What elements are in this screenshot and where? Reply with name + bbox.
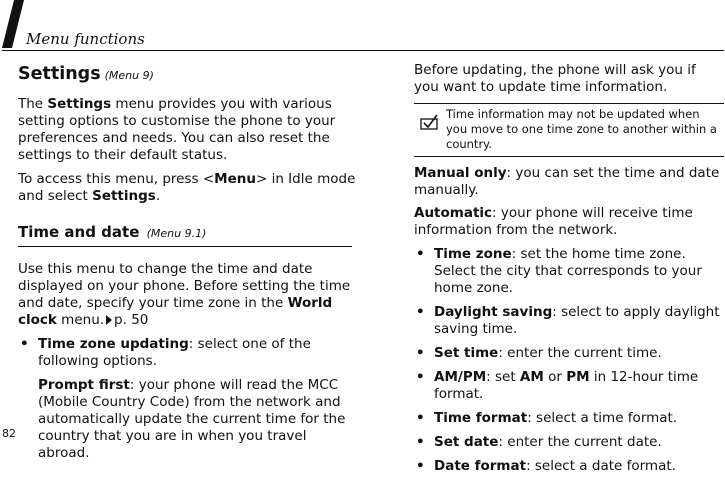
list-item: [414, 458, 724, 475]
list-item: [414, 434, 724, 451]
list-item: [414, 304, 724, 338]
bullet-term: Date format: [434, 458, 527, 474]
intro-text: The: [18, 96, 48, 112]
list-item: [414, 246, 724, 297]
sub-term: Manual only: [414, 165, 507, 181]
access-text-mid: > in Idle mode and select: [18, 171, 356, 204]
time-date-menu-ref: (Menu 9.1): [146, 227, 207, 240]
before-text: Before updating, the phone will ask you if you want to update time information.: [414, 62, 696, 95]
left-column: [18, 62, 356, 469]
bullet-term: Daylight saving: [434, 304, 553, 320]
settings-heading: [18, 62, 356, 88]
bullet-icon: •: [416, 345, 425, 361]
sub-term: Prompt first: [38, 377, 130, 393]
bullet-text: : set: [486, 369, 520, 385]
page-ref: p. 50: [114, 312, 149, 328]
bullet-term: AM/PM: [434, 369, 487, 385]
sub-text: : you can set the time and date manually.: [414, 165, 720, 198]
bullet-text: : set the home time zone. Select the city that corresponds to your home zone.: [434, 246, 702, 296]
access-bold: Settings: [92, 188, 156, 204]
bullet-term: Set time: [434, 345, 499, 361]
ampm-or: or: [543, 369, 567, 385]
header-rule: [2, 50, 724, 51]
sub-term: Automatic: [414, 205, 493, 221]
access-text: To access this menu, press <: [18, 171, 215, 187]
desc-bold: World clock: [18, 295, 333, 328]
bullet-icon: •: [416, 410, 425, 426]
page-number: 82: [2, 427, 16, 440]
bullet-text: : select one of the following options.: [38, 336, 311, 369]
bullet-text: : enter the current date.: [498, 434, 662, 450]
sub-text: : your phone will read the MCC (Mobile Country Code) from the network and automatically update the current time for the country that you are in when you travel abroad.: [38, 377, 346, 461]
access-text-end: .: [155, 188, 161, 204]
bullet-text: : select to apply daylight saving time.: [434, 304, 720, 337]
time-date-heading: [18, 221, 356, 245]
bullet-icon: •: [416, 246, 425, 262]
bullet-icon: •: [20, 336, 29, 352]
bullet-text: : enter the current time.: [498, 345, 662, 361]
bullet-term: Time format: [434, 410, 528, 426]
bullet-term: Time zone: [434, 246, 512, 262]
time-date-heading-text: Time and date: [18, 223, 140, 241]
ampm-pm: PM: [566, 369, 590, 385]
list-item-sub: [414, 205, 724, 239]
list-item: [414, 410, 724, 427]
settings-heading-text: Settings: [18, 64, 101, 84]
bullet-icon: •: [416, 458, 425, 474]
header-title: Menu functions: [26, 30, 145, 48]
access-key: Menu: [214, 171, 256, 187]
settings-access: [18, 171, 356, 205]
ampm-text: in 12-hour time format.: [434, 369, 699, 402]
right-column: [414, 62, 724, 482]
list-item-sub: [18, 377, 356, 462]
bullet-icon: •: [416, 304, 425, 320]
desc-text: Use this menu to change the time and date displayed on your phone. Before setting the time and date, specify your time zone in the: [18, 261, 351, 311]
list-item: [414, 345, 724, 362]
bullet-term: Set date: [434, 434, 499, 450]
arrow-right-icon: [106, 315, 112, 325]
ampm-am: AM: [519, 369, 544, 385]
note-check-icon: [420, 114, 438, 130]
list-item: [18, 336, 356, 370]
settings-intro: [18, 96, 356, 164]
time-date-desc: [18, 261, 356, 329]
intro-text-rest: menu provides you with various setting options to customise the phone to your preferences and needs. You can also reset the settings to their default status.: [18, 96, 336, 163]
bullet-term: Time zone updating: [38, 336, 189, 352]
bullet-icon: •: [416, 369, 425, 385]
list-item: [414, 369, 724, 403]
list-item-sub: [414, 165, 724, 199]
note-box: [414, 103, 724, 157]
sub-text: : your phone will receive time information from the network.: [414, 205, 693, 238]
bullet-text: : select a time format.: [527, 410, 678, 426]
note-text: Time information may not be updated when you move to one time zone to another within a country.: [446, 107, 717, 151]
intro-bold: Settings: [47, 96, 112, 112]
section-rule: [18, 246, 352, 247]
desc-text-rest: menu.: [56, 312, 105, 328]
settings-menu-ref: (Menu 9): [104, 69, 154, 82]
bullet-icon: •: [416, 434, 425, 450]
bullet-text: : select a date format.: [526, 458, 676, 474]
